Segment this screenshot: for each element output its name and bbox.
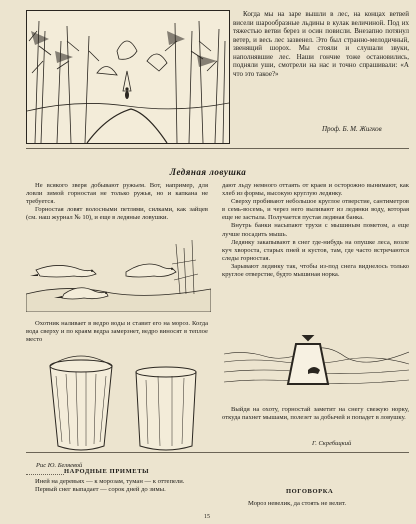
intro-paragraph: Когда мы на заре вышли в лес, на концах ветвей висели шарообразные льдины в кулак величиной. Под их тяжестью ветви берез и осин повисли. Внезапно потянул ветер, и весь лес зазвенел. Это был странно-мелодичный, звенящий шорох. Мы стояли и слушали звуки, наполнявшие лес. Наши гончие тоже остановились, подняли уши, смотрели на нас и точно спрашивали: «А что это такое?» <box>233 10 409 78</box>
article-paragraph: Сверху пробивают небольшое круглое отверстие, сантиметров в семь-восемь, и через него выливают из ледянки воду, которая еще не застыла. Получается пустая ледяная банка. <box>222 198 409 222</box>
intro-text <box>233 10 409 78</box>
top-divider <box>26 148 409 149</box>
trap-drawing <box>224 326 409 396</box>
proverb-title: ПОГОВОРКА <box>286 488 334 495</box>
article-right-text <box>222 182 409 279</box>
page-number: 15 <box>204 514 210 520</box>
proverb-text: Мороз невелик, да стоять не велит. <box>248 500 346 507</box>
intro-signature: Проф. Б. М. Жигков <box>322 125 382 133</box>
forest-drawing <box>27 11 229 143</box>
bucket-drawing <box>26 346 211 458</box>
stoats-drawing <box>26 234 211 312</box>
article-paragraph: Не всякого зверя добывают ружьем. Вот, например, для ловли зимой горностая не только ружья, но и капкана не требуется. <box>26 182 208 206</box>
sign-item: Иней на деревьях — к морозам, туман — к оттепели. <box>35 478 185 485</box>
stoats-illustration <box>26 234 211 312</box>
article-author: Г. Скребицкий <box>312 440 352 447</box>
article-title: Ледяная ловушка <box>169 167 247 177</box>
article-paragraph: Внутрь банки насыпают трухи с мышиным пометом, а еще лучше посадить мышь. <box>222 222 409 238</box>
signs-title: НАРОДНЫЕ ПРИМЕТЫ <box>64 468 150 475</box>
article-left-text-2 <box>26 320 208 344</box>
signs-text <box>26 478 206 494</box>
signs-divider <box>26 474 64 475</box>
bottom-divider <box>26 452 409 453</box>
article-right-text-2 <box>222 406 409 422</box>
illustration-credit: Рис Ю. Беляевой <box>36 462 83 469</box>
forest-illustration <box>26 10 230 144</box>
sign-item: Первый снег выпадает — сорок дней до зимы. <box>35 486 166 494</box>
trap-illustration <box>224 326 409 396</box>
article-paragraph: Зарывают ледянку так, чтобы из-под снега виднелось только круглое отверстие, будто мышиная норка. <box>222 262 409 279</box>
article-paragraph: Выйдя на охоту, горностай заметит на снегу свежую норку, откуда пахнет мышами, полезет за добычей и попадет в ловушку. <box>222 406 409 422</box>
article-paragraph: Ледянку закапывают в снег где-нибудь на опушке леса, возле куч хвороста, старых пней и кустов, там, где часто встречаются следы горностая. <box>222 238 409 262</box>
article-paragraph: Охотник наливает в ведро воды и ставит его на мороз. Когда вода сверху и по краям ведра замерзнет, ведро виносят в теплое место <box>26 320 208 344</box>
article-paragraph: Горностая ловят волосными петлями, силками, как зайцев (см. наш журнал № 10), и еще в ледяные ловушки. <box>26 206 208 222</box>
article-left-text <box>26 182 208 222</box>
bucket-illustration <box>26 346 211 458</box>
article-paragraph: дают льду немного оттаять от краев и осторожно вынимают, как хлеб из формы, высокую круглую ледянку. <box>222 182 409 198</box>
